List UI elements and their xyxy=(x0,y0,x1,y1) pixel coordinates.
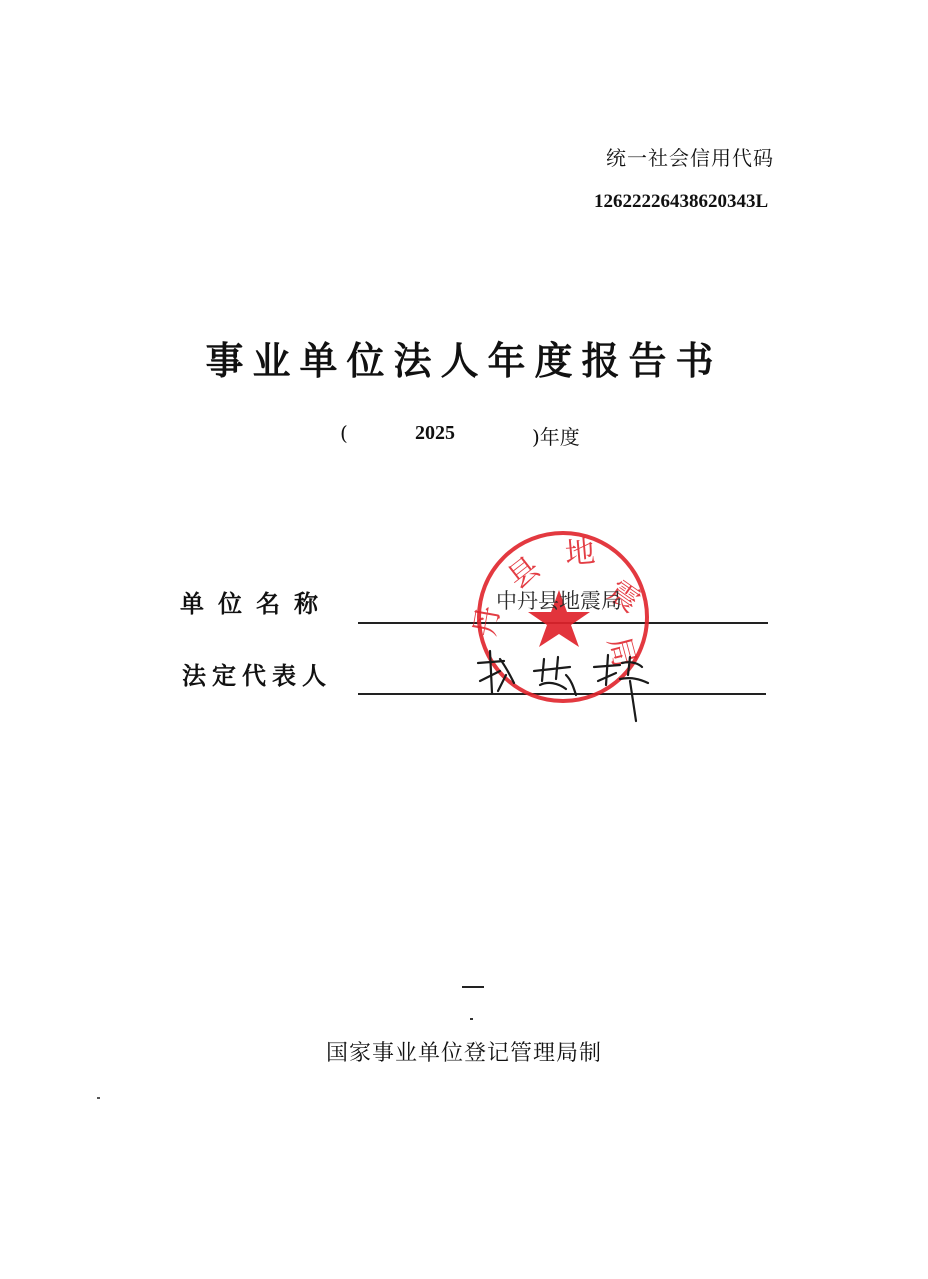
unit-name-label: 单位名称 xyxy=(180,590,332,618)
document-title: 事业单位法人年度报告书 xyxy=(205,339,723,383)
handwritten-signature xyxy=(470,645,660,730)
year-open-paren: ( xyxy=(340,421,348,445)
credit-code-label: 统一社会信用代码 xyxy=(606,146,774,170)
scan-speck xyxy=(97,1097,100,1099)
issuer-footer: 国家事业单位登记管理局制 xyxy=(325,1041,602,1066)
svg-text:震: 震 xyxy=(601,573,647,620)
legal-representative-label: 法定代表人 xyxy=(182,662,332,690)
divider-dash xyxy=(462,986,484,988)
svg-text:丹: 丹 xyxy=(467,603,508,640)
svg-text:局: 局 xyxy=(600,633,642,672)
svg-text:地: 地 xyxy=(563,534,597,572)
credit-code-value: 12622226438620343L xyxy=(594,191,769,212)
unit-name-value: 中丹县地震局 xyxy=(496,589,622,613)
year-suffix: )年度 xyxy=(532,425,580,449)
svg-text:县: 县 xyxy=(501,550,547,597)
report-year: 2025 xyxy=(415,422,455,444)
divider-dot xyxy=(470,1018,473,1020)
